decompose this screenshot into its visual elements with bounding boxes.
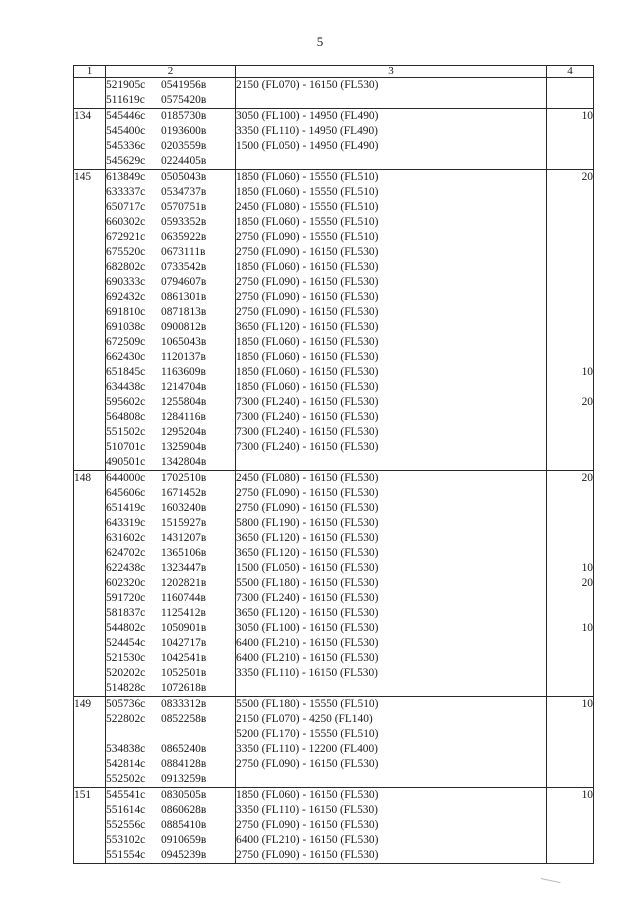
coordinate-line	[106, 788, 235, 803]
coordinate-line	[106, 154, 235, 169]
coordinate-line	[106, 335, 235, 350]
altitude-range-line: 7300 (FL240) - 16150 (FL530)	[236, 592, 379, 604]
longitude-value: 0913259в	[161, 773, 207, 785]
altitude-range-line: 2450 (FL080) - 15550 (FL510)	[236, 201, 379, 213]
coordinate-line	[106, 772, 235, 787]
value-line	[547, 727, 593, 742]
longitude-value: 0900812в	[161, 321, 207, 333]
coordinate-line	[106, 139, 235, 154]
coordinate-line	[106, 109, 235, 124]
coordinate-line	[106, 712, 235, 727]
coordinate-line	[106, 290, 235, 305]
value-line	[547, 290, 593, 305]
altitude-range-cell	[236, 788, 547, 864]
longitude-value: 0945239в	[161, 849, 207, 861]
latitude-value: 691810с	[106, 306, 146, 318]
coordinate-cell	[106, 471, 236, 697]
altitude-range-line: 3350 (FL110) - 16150 (FL530)	[236, 804, 378, 816]
latitude-value: 613849с	[106, 171, 146, 183]
altitude-range-cell	[236, 78, 547, 109]
coordinate-line	[106, 636, 235, 651]
latitude-value: 602320с	[106, 577, 146, 589]
value-line	[547, 757, 593, 772]
value-line	[547, 320, 593, 335]
longitude-value: 1214704в	[161, 381, 207, 393]
longitude-value: 0871813в	[161, 306, 207, 318]
longitude-value: 0635922в	[161, 231, 207, 243]
altitude-range-line: 3350 (FL110) - 16150 (FL530)	[236, 667, 378, 679]
latitude-value: 651419с	[106, 502, 146, 514]
coordinate-line	[106, 561, 235, 576]
value-line	[547, 275, 593, 290]
value-line: 20	[581, 396, 593, 408]
coordinate-line	[106, 215, 235, 230]
latitude-value: 542814с	[106, 758, 146, 770]
latitude-value: 545629с	[106, 155, 146, 167]
latitude-value: 545541с	[106, 789, 146, 801]
value-line	[547, 681, 593, 696]
value-cell	[547, 109, 594, 170]
coordinate-line	[106, 350, 235, 365]
altitude-range-line: 1850 (FL060) - 16150 (FL530)	[236, 366, 379, 378]
altitude-range-line: 1850 (FL060) - 16150 (FL530)	[236, 381, 379, 393]
value-line: 10	[581, 789, 593, 801]
coordinate-line	[106, 395, 235, 410]
latitude-value: 581837с	[106, 607, 146, 619]
coordinate-line	[106, 803, 235, 818]
coordinate-line	[106, 275, 235, 290]
altitude-range-line: 5500 (FL180) - 16150 (FL530)	[236, 577, 379, 589]
table-row	[74, 170, 594, 471]
longitude-value: 1202821в	[161, 577, 207, 589]
longitude-value: 1042717в	[161, 637, 207, 649]
latitude-value: 624702с	[106, 547, 146, 559]
longitude-value: 0884128в	[161, 758, 207, 770]
longitude-value: 0673111в	[161, 246, 206, 258]
coordinate-line	[106, 200, 235, 215]
altitude-range-line: 2750 (FL090) - 16150 (FL530)	[236, 819, 379, 831]
latitude-value: 511619с	[106, 94, 145, 106]
altitude-range-line: 2750 (FL090) - 16150 (FL530)	[236, 291, 379, 303]
value-line	[547, 546, 593, 561]
altitude-range-cell	[236, 170, 547, 471]
coordinate-line	[106, 757, 235, 772]
longitude-value: 1072618в	[161, 682, 207, 694]
longitude-value: 1160744в	[161, 592, 206, 604]
coordinate-line	[106, 170, 235, 185]
value-line	[547, 440, 593, 455]
value-line	[547, 154, 593, 169]
latitude-value: 672921с	[106, 231, 146, 243]
coordinate-line	[106, 380, 235, 395]
latitude-value: 505736с	[106, 698, 146, 710]
latitude-value: 524454с	[106, 637, 146, 649]
header-col-1: 1	[74, 66, 106, 78]
coordinate-line	[106, 230, 235, 245]
coordinate-line	[106, 576, 235, 591]
coordinate-line	[106, 440, 235, 455]
latitude-value: 651845с	[106, 366, 146, 378]
coordinate-line	[106, 124, 235, 139]
altitude-range-line: 3350 (FL110) - 14950 (FL490)	[236, 125, 378, 137]
coordinate-cell	[106, 109, 236, 170]
coordinate-line	[106, 410, 235, 425]
longitude-value: 0203559в	[161, 140, 207, 152]
latitude-value: 545336с	[106, 140, 146, 152]
altitude-range-line: 1850 (FL060) - 15550 (FL510)	[236, 171, 379, 183]
altitude-range-cell	[236, 109, 547, 170]
altitude-range-line: 3050 (FL100) - 14950 (FL490)	[236, 110, 379, 122]
latitude-value: 672509с	[106, 336, 146, 348]
latitude-value: 692432с	[106, 291, 146, 303]
latitude-value: 645606с	[106, 487, 146, 499]
value-line	[547, 78, 593, 93]
latitude-value: 662430с	[106, 351, 146, 363]
value-line: 20	[581, 577, 593, 589]
latitude-value: 545400с	[106, 125, 146, 137]
altitude-range-line: 5200 (FL170) - 15550 (FL510)	[236, 728, 379, 740]
latitude-value: 522802с	[106, 713, 146, 725]
coordinate-line	[106, 320, 235, 335]
latitude-value: 521905с	[106, 79, 146, 91]
coordinate-line	[106, 681, 235, 696]
latitude-value: 514828с	[106, 682, 146, 694]
value-line	[547, 230, 593, 245]
latitude-value: 595602с	[106, 396, 146, 408]
value-cell	[547, 788, 594, 864]
table-row	[74, 471, 594, 697]
altitude-range-line: 3650 (FL120) - 16150 (FL530)	[236, 547, 379, 559]
coordinate-line	[106, 93, 235, 108]
coordinate-line	[106, 621, 235, 636]
coordinate-line	[106, 425, 235, 440]
altitude-range-line: 7300 (FL240) - 16150 (FL530)	[236, 441, 379, 453]
longitude-value: 0185730в	[161, 110, 207, 122]
latitude-value: 544802с	[106, 622, 146, 634]
altitude-range-line: 7300 (FL240) - 16150 (FL530)	[236, 396, 379, 408]
value-line	[547, 591, 593, 606]
longitude-value: 0910659в	[161, 834, 207, 846]
longitude-value: 0534737в	[161, 186, 207, 198]
longitude-value: 0505043в	[161, 171, 207, 183]
latitude-value: 591720с	[106, 592, 146, 604]
altitude-range-line: 7300 (FL240) - 16150 (FL530)	[236, 426, 379, 438]
altitude-range-line: 7300 (FL240) - 16150 (FL530)	[236, 411, 379, 423]
latitude-value: 633337с	[106, 186, 146, 198]
altitude-range-line: 2750 (FL090) - 15550 (FL510)	[236, 231, 379, 243]
coordinate-line	[106, 833, 235, 848]
value-line: 10	[581, 562, 593, 574]
value-line	[547, 501, 593, 516]
altitude-range-line: 1850 (FL060) - 16150 (FL530)	[236, 261, 379, 273]
longitude-value: 1295204в	[161, 426, 207, 438]
altitude-range-line: 1500 (FL050) - 16150 (FL530)	[236, 562, 379, 574]
longitude-value: 1603240в	[161, 502, 207, 514]
altitude-range-line: 2750 (FL090) - 16150 (FL530)	[236, 502, 379, 514]
longitude-value: 0852258в	[161, 713, 207, 725]
altitude-range-line	[236, 772, 546, 787]
value-line: 20	[581, 472, 593, 484]
altitude-range-line: 6400 (FL210) - 16150 (FL530)	[236, 652, 379, 664]
altitude-range-line: 2750 (FL090) - 16150 (FL530)	[236, 276, 379, 288]
coordinate-line	[106, 455, 235, 470]
value-line	[547, 350, 593, 365]
altitude-range-line: 5800 (FL190) - 16150 (FL530)	[236, 517, 379, 529]
value-line: 10	[581, 622, 593, 634]
coordinate-line	[106, 471, 235, 486]
longitude-value: 0570751в	[161, 201, 207, 213]
header-col-3: 3	[236, 66, 547, 78]
latitude-value: 553102с	[106, 834, 146, 846]
coordinate-line	[106, 848, 235, 863]
value-line	[547, 124, 593, 139]
longitude-value: 1671452в	[161, 487, 207, 499]
altitude-range-line: 2750 (FL090) - 16150 (FL530)	[236, 849, 379, 861]
value-line	[547, 305, 593, 320]
route-number: 134	[74, 109, 106, 170]
value-line	[547, 455, 593, 470]
coordinate-line	[106, 501, 235, 516]
longitude-value: 0833312в	[161, 698, 207, 710]
table-row	[74, 788, 594, 864]
longitude-value: 0193600в	[161, 125, 207, 137]
longitude-value: 0865240в	[161, 743, 207, 755]
altitude-range-cell	[236, 471, 547, 697]
value-line	[547, 486, 593, 501]
route-number	[74, 78, 106, 109]
altitude-range-line: 3650 (FL120) - 16150 (FL530)	[236, 607, 379, 619]
value-line	[547, 712, 593, 727]
value-line	[547, 139, 593, 154]
longitude-value: 1120137в	[161, 351, 206, 363]
value-line	[547, 636, 593, 651]
route-number: 148	[74, 471, 106, 697]
value-line	[547, 215, 593, 230]
longitude-value: 1050901в	[161, 622, 207, 634]
coordinate-line	[106, 185, 235, 200]
route-number: 151	[74, 788, 106, 864]
value-line	[547, 803, 593, 818]
table-row	[74, 78, 594, 109]
longitude-value: 1125412в	[161, 607, 206, 619]
table-row	[74, 697, 594, 788]
longitude-value: 1342804в	[161, 456, 207, 468]
value-line: 10	[581, 110, 593, 122]
longitude-value: 1323447в	[161, 562, 207, 574]
altitude-range-line	[236, 455, 546, 470]
altitude-range-line: 1850 (FL060) - 16150 (FL530)	[236, 789, 379, 801]
latitude-value: 551502с	[106, 426, 146, 438]
longitude-value: 0830505в	[161, 789, 207, 801]
latitude-value: 690333с	[106, 276, 146, 288]
value-line	[547, 410, 593, 425]
value-line	[547, 185, 593, 200]
value-line	[547, 245, 593, 260]
latitude-value: 510701с	[106, 441, 146, 453]
table-header-row	[74, 66, 594, 78]
value-line: 20	[581, 171, 593, 183]
altitude-range-line: 3650 (FL120) - 16150 (FL530)	[236, 321, 379, 333]
latitude-value: 643319с	[106, 517, 146, 529]
coordinate-cell	[106, 697, 236, 788]
value-cell	[547, 170, 594, 471]
value-line: 10	[581, 698, 593, 710]
altitude-range-line: 2750 (FL090) - 16150 (FL530)	[236, 246, 379, 258]
margin-mark	[539, 878, 560, 889]
value-line	[547, 651, 593, 666]
latitude-value: 691038с	[106, 321, 146, 333]
route-table-container	[73, 65, 594, 864]
longitude-value: 0861301в	[161, 291, 207, 303]
value-line	[547, 818, 593, 833]
coordinate-line	[106, 516, 235, 531]
value-line	[547, 606, 593, 621]
value-line	[547, 380, 593, 395]
value-line	[547, 772, 593, 787]
altitude-range-line: 5500 (FL180) - 15550 (FL510)	[236, 698, 379, 710]
altitude-range-line: 3050 (FL100) - 16150 (FL530)	[236, 622, 379, 634]
longitude-value: 1431207в	[161, 532, 207, 544]
coordinate-cell	[106, 78, 236, 109]
route-number: 149	[74, 697, 106, 788]
altitude-range-line: 2150 (FL070) - 16150 (FL530)	[236, 79, 379, 91]
altitude-range-line: 2750 (FL090) - 16150 (FL530)	[236, 306, 379, 318]
longitude-value: 1702510в	[161, 472, 207, 484]
latitude-value: 490501с	[106, 456, 146, 468]
latitude-value: 551614с	[106, 804, 146, 816]
latitude-value: 682802с	[106, 261, 146, 273]
value-cell	[547, 78, 594, 109]
altitude-range-line: 2450 (FL080) - 16150 (FL530)	[236, 472, 379, 484]
coordinate-line	[106, 818, 235, 833]
latitude-value: 675520с	[106, 246, 146, 258]
altitude-range-line: 2750 (FL090) - 16150 (FL530)	[236, 758, 379, 770]
coordinate-line	[106, 697, 235, 712]
coordinate-line	[106, 727, 235, 742]
coordinate-cell	[106, 170, 236, 471]
value-line	[547, 200, 593, 215]
value-line	[547, 531, 593, 546]
header-col-4: 4	[547, 66, 594, 78]
altitude-range-line: 1500 (FL050) - 14950 (FL490)	[236, 140, 379, 152]
altitude-range-line: 3650 (FL120) - 16150 (FL530)	[236, 532, 379, 544]
latitude-value: 644000с	[106, 472, 146, 484]
value-line	[547, 516, 593, 531]
value-line: 10	[581, 366, 593, 378]
longitude-value: 1065043в	[161, 336, 207, 348]
coordinate-line	[106, 546, 235, 561]
latitude-value: 634438с	[106, 381, 146, 393]
longitude-value: 1284116в	[161, 411, 206, 423]
latitude-value: 660302с	[106, 216, 146, 228]
longitude-value: 1255804в	[161, 396, 207, 408]
longitude-value: 0541956в	[161, 79, 207, 91]
longitude-value: 1365106в	[161, 547, 207, 559]
value-line	[547, 335, 593, 350]
table-row	[74, 109, 594, 170]
longitude-value: 1042541в	[161, 652, 207, 664]
value-line	[547, 848, 593, 863]
coordinate-line	[106, 666, 235, 681]
value-line	[547, 425, 593, 440]
longitude-value: 0733542в	[161, 261, 207, 273]
header-col-2: 2	[106, 66, 236, 78]
coordinate-line	[106, 245, 235, 260]
altitude-range-line: 1850 (FL060) - 15550 (FL510)	[236, 216, 379, 228]
altitude-range-line	[236, 93, 546, 108]
latitude-value: 552502с	[106, 773, 146, 785]
latitude-value: 551554с	[106, 849, 146, 861]
value-line	[547, 93, 593, 108]
latitude-value: 552556с	[106, 819, 146, 831]
altitude-range-line: 1850 (FL060) - 16150 (FL530)	[236, 336, 379, 348]
coordinate-line	[106, 742, 235, 757]
longitude-value: 0885410в	[161, 819, 207, 831]
altitude-range-line	[236, 154, 546, 169]
longitude-value: 1325904в	[161, 441, 207, 453]
coordinate-line	[106, 606, 235, 621]
coordinate-line	[106, 651, 235, 666]
altitude-range-line: 3350 (FL110) - 12200 (FL400)	[236, 743, 378, 755]
coordinate-line	[106, 365, 235, 380]
coordinate-line	[106, 591, 235, 606]
value-line	[547, 742, 593, 757]
value-cell	[547, 471, 594, 697]
altitude-range-line	[236, 681, 546, 696]
latitude-value: 622438с	[106, 562, 146, 574]
longitude-value: 0224405в	[161, 155, 207, 167]
value-line	[547, 666, 593, 681]
altitude-range-line: 1850 (FL060) - 16150 (FL530)	[236, 351, 379, 363]
longitude-value: 0575420в	[161, 94, 207, 106]
altitude-range-line: 1850 (FL060) - 15550 (FL510)	[236, 186, 379, 198]
altitude-range-line: 6400 (FL210) - 16150 (FL530)	[236, 834, 379, 846]
altitude-range-line: 2150 (FL070) - 4250 (FL140)	[236, 713, 373, 725]
coordinate-line	[106, 486, 235, 501]
coordinate-line	[106, 531, 235, 546]
altitude-range-line: 6400 (FL210) - 16150 (FL530)	[236, 637, 379, 649]
longitude-value: 0794607в	[161, 276, 207, 288]
latitude-value: 521530с	[106, 652, 146, 664]
page-number: 5	[316, 34, 324, 49]
coordinate-line	[106, 305, 235, 320]
longitude-value: 1163609в	[161, 366, 206, 378]
latitude-value: 564808с	[106, 411, 146, 423]
coordinate-line	[106, 260, 235, 275]
coordinate-line	[106, 78, 235, 93]
route-number: 145	[74, 170, 106, 471]
longitude-value: 0860628в	[161, 804, 207, 816]
value-cell	[547, 697, 594, 788]
longitude-value: 1052501в	[161, 667, 207, 679]
value-line	[547, 833, 593, 848]
latitude-value: 650717с	[106, 201, 146, 213]
altitude-range-cell	[236, 697, 547, 788]
latitude-value: 545446с	[106, 110, 146, 122]
latitude-value: 534838с	[106, 743, 146, 755]
latitude-value: 631602с	[106, 532, 146, 544]
route-table	[73, 65, 594, 864]
coordinate-cell	[106, 788, 236, 864]
latitude-value: 520202с	[106, 667, 146, 679]
altitude-range-line: 2750 (FL090) - 16150 (FL530)	[236, 487, 379, 499]
longitude-value: 1515927в	[161, 517, 207, 529]
longitude-value: 0593352в	[161, 216, 207, 228]
value-line	[547, 260, 593, 275]
